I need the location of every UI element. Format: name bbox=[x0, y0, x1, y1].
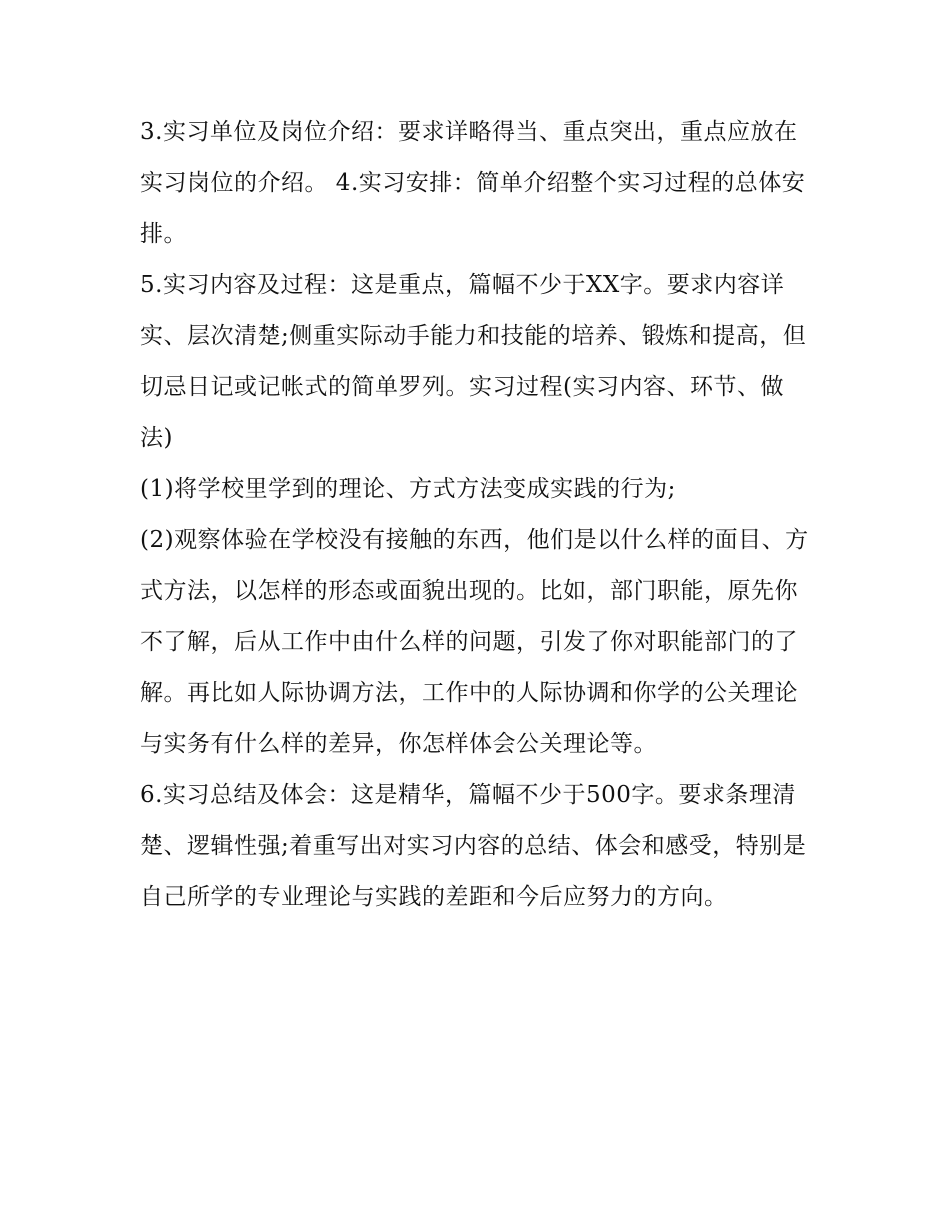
document-body bbox=[140, 107, 815, 923]
paragraph-internship-content: 5.实习内容及过程：这是重点，篇幅不少于XX字。要求内容详实、层次清楚;侧重实际动手能力和技能的培养、锻炼和提高，但切忌日记或记帐式的简单罗列。实习过程(实习内容、环节、做法) bbox=[140, 272, 807, 451]
paragraph-item-1: (1)将学校里学到的理论、方式方法变成实践的行为; bbox=[140, 476, 676, 502]
paragraph-internship-summary: 6.实习总结及体会：这是精华，篇幅不少于500字。要求条理清楚、逻辑性强;着重写出对实习内容的总结、体会和感受，特别是自己所学的专业理论与实践的差距和今后应努力的方向。 bbox=[140, 782, 807, 910]
paragraph-internship-unit: 3.实习单位及岗位介绍：要求详略得当、重点突出，重点应放在实习岗位的介绍。 4.实习安排：简单介绍整个实习过程的总体安排。 bbox=[140, 119, 806, 247]
paragraph-item-2: (2)观察体验在学校没有接触的东西，他们是以什么样的面目、方式方法，以怎样的形态或面貌出现的。比如，部门职能，原先你不了解，后从工作中由什么样的问题，引发了你对职能部门的了解。再比如人际协调方法，工作中的人际协调和你学的公关理论与实务有什么样的差异，你怎样体会公关理论等。 bbox=[140, 527, 809, 757]
